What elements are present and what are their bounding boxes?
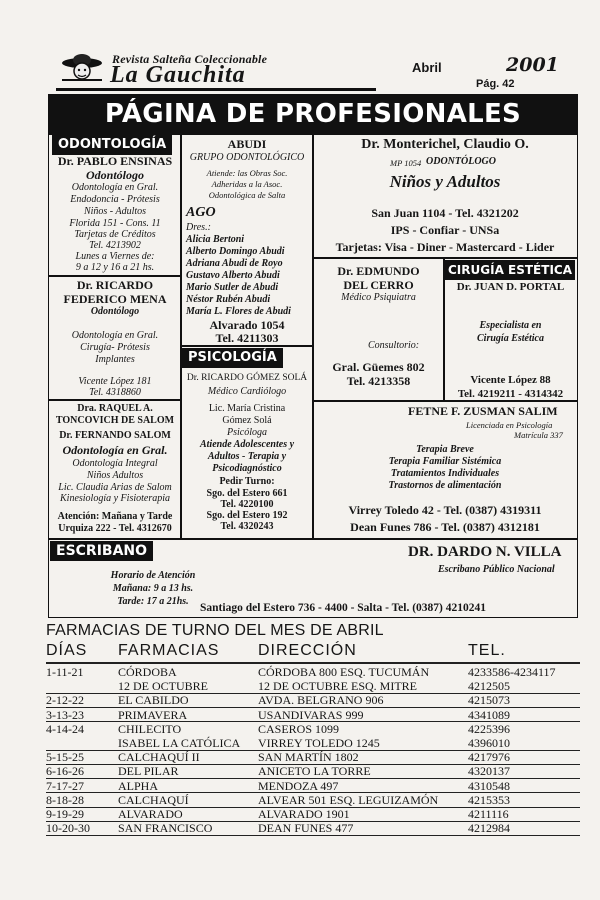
abudi-doctor: Alicia Bertoni [186, 234, 245, 245]
row-tel: 4233586-4234117 [468, 665, 556, 679]
row-dias: 3-13-23 [46, 707, 84, 722]
abudi-doctor: Alberto Domingo Abudi [186, 246, 285, 257]
abudi-line: Odontológica de Salta [208, 190, 286, 200]
abudi-phone: Tel. 4211303 [215, 331, 279, 345]
gomez-line: Tel. 4320243 [220, 521, 274, 532]
row-farmacia: CÓRDOBA [118, 665, 177, 679]
delcerro-address: Gral. Güemes 802 [332, 360, 425, 374]
row-tel: 4341089 [468, 707, 510, 722]
col-header-tel: TEL. [468, 642, 506, 659]
gomez-line: Sgo. del Estero 661 [206, 488, 288, 499]
row-tel: 4217976 [468, 750, 510, 765]
section-escribano: ESCRIBANO [50, 541, 153, 561]
zusman-line: Trastornos de alimentación [388, 480, 502, 491]
issue-month: Abril [412, 60, 442, 75]
monterichel-ips: IPS - Confiar - UNSa [390, 223, 500, 237]
gaucho-logo-icon [58, 50, 104, 86]
mena-name: Dr. RICARDO [76, 278, 154, 292]
salom-line: Urquiza 222 - Tel. 4312670 [58, 523, 172, 534]
row-farmacia: ALPHA [118, 778, 159, 793]
gomez-line: Gómez Solá [222, 415, 272, 426]
row-direccion: USANDIVARAS 999 [258, 707, 364, 722]
gomez-line: Lic. María Cristina [208, 403, 286, 414]
row-direccion: CASEROS 1099 [258, 721, 340, 736]
mena-line: Cirugía- Prótesis [80, 342, 150, 353]
abudi-doctor: Néstor Rubén Abudi [186, 294, 271, 305]
delcerro-name: Dr. EDMUNDO [337, 264, 420, 278]
row-tel: 4215073 [468, 693, 510, 708]
row-dias: 2-12-22 [46, 693, 84, 708]
gomez-line: Psicóloga [227, 427, 267, 438]
gomez-role: Médico Cardiólogo [207, 386, 287, 397]
row-direccion: CÓRDOBA 800 ESQ. TUCUMÁN [258, 665, 430, 679]
zusman-lic: Licenciada en Psicología [466, 420, 553, 430]
col-header-dias: DÍAS [46, 642, 88, 659]
delcerro-phone: Tel. 4213358 [346, 374, 411, 388]
abudi-doctor: Mario Sutler de Abudi [186, 282, 279, 293]
zusman-line: Tratamientos Individuales [390, 468, 500, 479]
abudi-doctor: Gustavo Alberto Abudi [186, 270, 280, 281]
salom-line: Niños Adultos [86, 470, 144, 481]
abudi-name: ABUDI [227, 137, 267, 151]
row-tel: 4225396 [468, 721, 510, 736]
row-farmacia: CHILECITO [118, 721, 182, 736]
zusman-line: Terapia Familiar Sistémica [388, 456, 502, 467]
delcerro-name: DEL CERRO [343, 278, 414, 292]
section-cirugia: CIRUGÍA ESTÉTICA [445, 260, 575, 280]
salom-name: TONCOVICH DE SALOM [55, 415, 175, 426]
abudi-doctor: Adriana Abudi de Royo [186, 258, 283, 269]
row-farmacia: DEL PILAR [118, 764, 179, 779]
row-tel: 4212984 [468, 821, 510, 836]
row-direccion: 12 DE OCTUBRE ESQ. MITRE [258, 679, 417, 694]
zusman-address: Virrey Toledo 42 - Tel. (0387) 4319311 [348, 503, 542, 517]
row-direccion: ALVARADO 1901 [258, 807, 350, 821]
ensinas-line: Niños - Adultos [83, 206, 147, 217]
villa-role: Escribano Público Nacional [438, 564, 555, 575]
portal-address: Vicente López 88 [470, 374, 551, 386]
section-odontologia: ODONTOLOGÍA [52, 135, 172, 155]
masthead-rule [56, 88, 376, 91]
gomez-name: Dr. RICARDO GÓMEZ SOLÁ [186, 373, 308, 383]
row-direccion: SAN MARTÍN 1802 [258, 750, 359, 765]
villa-name: DR. DARDO N. VILLA [408, 544, 562, 560]
ensinas-name: Dr. PABLO ENSINAS [57, 154, 173, 168]
row-farmacia: ALVARADO [118, 807, 183, 821]
row-dias: 8-18-28 [46, 792, 84, 807]
salom-role: Odontología en Gral. [62, 443, 168, 457]
ensinas-line: Florida 151 - Cons. 11 [69, 218, 161, 229]
salom-line: Odontología Integral [72, 458, 158, 469]
ensinas-line: Lunes a Viernes de: [75, 251, 155, 262]
row-dias: 4-14-24 [46, 721, 84, 736]
row-farmacia: 12 DE OCTUBRE [118, 679, 208, 694]
row-direccion: VIRREY TOLEDO 1245 [258, 736, 380, 750]
abudi-group: GRUPO ODONTOLÓGICO [189, 152, 305, 163]
salom-line: Kinesiología y Fisioterapia [60, 493, 170, 504]
page-title: PÁGINA DE PROFESIONALES [48, 94, 578, 134]
salom-name: Dr. FERNANDO SALOM [59, 430, 171, 441]
mena-line: Implantes [95, 354, 135, 365]
section-psicologia: PSICOLOGÍA [182, 348, 283, 368]
ensinas-line: Endodoncia - Prótesis [70, 194, 160, 205]
villa-hours: Horario de Atención [110, 570, 196, 581]
row-direccion: ANICETO LA TORRE [258, 764, 371, 779]
zusman-address: Dean Funes 786 - Tel. (0387) 4312181 [350, 520, 540, 534]
row-tel: 4211116 [468, 807, 509, 821]
salom-line: Atención: Mañana y Tarde [57, 511, 173, 522]
row-dias: 5-15-25 [46, 750, 84, 765]
row-direccion: ALVEAR 501 ESQ. LEGUIZAMÓN [258, 792, 439, 807]
zusman-name: FETNE F. ZUSMAN SALIM [408, 404, 558, 418]
abudi-doctor: María L. Flores de Abudi [186, 306, 291, 317]
monterichel-sub: Niños y Adultos [389, 172, 501, 191]
villa-hours: Tarde: 17 a 21hs. [117, 596, 189, 607]
ensinas-line: Tel. 4213902 [89, 240, 141, 251]
gomez-line: Adultos - Terapia y [207, 451, 287, 462]
header-rule [46, 662, 580, 664]
gomez-line: Pedir Turno: [219, 476, 275, 487]
zusman-mat: Matrícula 337 [514, 430, 563, 440]
portal-phone: Tel. 4219211 - 4314342 [457, 388, 564, 400]
col-header-farmacias: FARMACIAS [118, 642, 220, 659]
ensinas-line: 9 a 12 y 16 a 21 hs. [75, 262, 155, 273]
delcerro-role: Médico Psiquiatra [341, 292, 416, 303]
monterichel-address: San Juan 1104 - Tel. 4321202 [371, 206, 519, 220]
abudi-address: Alvarado 1054 [209, 318, 285, 332]
row-farmacia: CALCHAQUÍ [118, 792, 189, 807]
delcerro-cons: Consultorio: [368, 340, 420, 351]
abudi-line: Adheridas a la Asoc. [211, 179, 283, 189]
gomez-line: Tel. 4220100 [220, 499, 274, 510]
ensinas-line: Tarjetas de Créditos [74, 229, 156, 240]
issue-year: 2001 [506, 54, 559, 76]
magazine-subtitle: Revista Salteña Coleccionable [112, 52, 268, 66]
page-number: Pág. 42 [476, 78, 515, 90]
portal-line: Cirugía Estética [477, 333, 544, 344]
row-tel: 4310548 [468, 778, 510, 793]
gomez-line: Psicodiagnóstico [212, 463, 282, 474]
farmacias-title: FARMACIAS DE TURNO DEL MES DE ABRIL [46, 622, 384, 639]
ensinas-line: Odontología en Gral. [71, 182, 159, 193]
col-header-direccion: DIRECCIÓN [258, 642, 357, 659]
portal-name: Dr. JUAN D. PORTAL [456, 281, 565, 293]
monterichel-role: ODONTÓLOGO [426, 156, 496, 167]
row-tel: 4212505 [468, 679, 510, 694]
row-tel: 4396010 [468, 736, 510, 750]
row-farmacia: SAN FRANCISCO [118, 821, 213, 836]
ensinas-role: Odontólogo [85, 168, 144, 182]
row-direccion: MENDOZA 497 [258, 778, 339, 793]
abudi-ago: AGO [186, 205, 216, 220]
monterichel-name: Dr. Monterichel, Claudio O. [361, 137, 529, 152]
monterichel-mp: MP 1054 [390, 158, 422, 168]
salom-name: Dra. RAQUEL A. [77, 403, 153, 414]
row-direccion: AVDA. BELGRANO 906 [258, 693, 384, 708]
row-farmacia: EL CABILDO [118, 693, 189, 708]
abudi-dres: Dres.: [186, 222, 211, 233]
salom-line: Lic. Claudia Arias de Salom [58, 482, 172, 493]
mena-role: Odontólogo [90, 306, 140, 317]
row-dias: 7-17-27 [46, 778, 84, 793]
zusman-line: Terapia Breve [416, 444, 474, 455]
row-dias: 9-19-29 [46, 807, 84, 821]
row-dias: 1-11-21 [46, 665, 84, 679]
row-farmacia: CALCHAQUÍ II [118, 750, 200, 765]
gomez-line: Atiende Adolescentes y [199, 439, 295, 450]
mena-line: Vicente López 181 [78, 376, 152, 387]
villa-hours: Mañana: 9 a 13 hs. [112, 583, 194, 594]
mena-name: FEDERICO MENA [63, 292, 167, 306]
villa-address: Santiago del Estero 736 - 4400 - Salta - Tel. (0387) 4210241 [200, 602, 487, 614]
mena-line: Odontología en Gral. [71, 330, 159, 341]
row-rule [46, 835, 580, 836]
row-tel: 4215353 [468, 792, 510, 807]
row-dias: 10-20-30 [46, 821, 90, 836]
row-farmacia: PRIMAVERA [118, 707, 188, 722]
row-tel: 4320137 [468, 764, 510, 779]
mena-line: Tel. 4318860 [89, 387, 141, 398]
portal-line: Especialista en [479, 320, 542, 331]
row-direccion: DEAN FUNES 477 [258, 821, 354, 836]
monterichel-cards: Tarjetas: Visa - Diner - Mastercard - Lider [335, 240, 555, 254]
gomez-line: Sgo. del Estero 192 [206, 510, 288, 521]
row-farmacia: ISABEL LA CATÓLICA [118, 736, 241, 750]
abudi-line: Atiende: las Obras Soc. [206, 168, 288, 178]
magazine-title: La Gauchita [110, 62, 246, 88]
row-dias: 6-16-26 [46, 764, 84, 779]
